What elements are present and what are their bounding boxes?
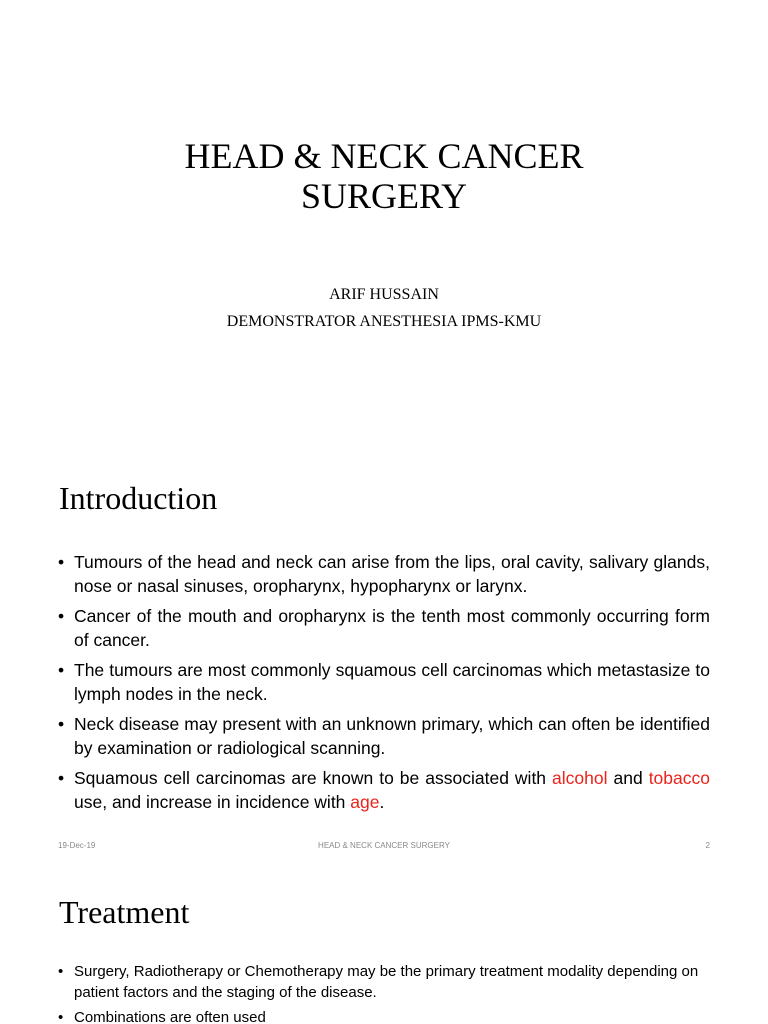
bullet-text: Combinations are often used [74,1009,266,1024]
bullet-item [58,1007,710,1024]
highlight-alcohol: alcohol [552,768,608,788]
introduction-slide [0,432,768,864]
slide-heading: Introduction [59,480,218,516]
bullet-item [58,658,710,706]
bullet-text-part: Squamous cell carcinomas are known to be associated with [74,768,553,788]
bullet-icon: • [58,768,65,788]
title-slide [0,0,768,432]
title-line-1: HEAD & NECK CANCER [184,136,584,176]
bullet-icon: • [58,606,65,626]
bullet-icon: • [58,552,65,572]
footer-page-number: 2 [705,841,710,850]
bullet-item [58,550,710,598]
bullet-text-part: use, and increase in incidence with [74,792,351,812]
bullet-item [58,712,710,760]
bullet-item [58,604,710,652]
title-line-2: SURGERY [300,176,468,216]
bullet-list [58,550,710,820]
bullet-text: Cancer of the mouth and oropharynx is the tenth most commonly occurring form of cancer. [74,606,710,650]
author-name: ARIF HUSSAIN [329,286,439,303]
bullet-text: Tumours of the head and neck can arise from the lips, oral cavity, salivary glands, nose or nasal sinuses, oropharynx, hypopharynx or larynx. [74,552,710,596]
bullet-text: Neck disease may present with an unknown primary, which can often be identified by examination or radiological scanning. [74,714,710,758]
bullet-text: Surgery, Radiotherapy or Chemotherapy may be the primary treatment modality depending on patient factors and the staging of the disease. [74,963,699,1001]
treatment-slide [0,864,768,1024]
highlight-tobacco: tobacco [648,768,710,788]
author-role: DEMONSTRATOR ANESTHESIA IPMS-KMU [226,313,542,330]
bullet-text-part: and [607,768,649,788]
footer-date: 19-Dec-19 [58,841,96,850]
bullet-item [58,961,710,1003]
bullet-list [58,961,710,1024]
bullet-icon: • [58,714,65,734]
bullet-text-part: . [379,792,385,812]
highlight-age: age [350,792,380,812]
bullet-icon: • [58,1009,64,1024]
footer-title: HEAD & NECK CANCER SURGERY [318,841,450,850]
bullet-text: The tumours are most commonly squamous cell carcinomas which metastasize to lymph nodes in the neck. [74,660,710,704]
bullet-icon: • [58,963,64,980]
bullet-icon: • [58,660,65,680]
presentation-title [0,136,768,216]
slide-heading: Treatment [59,894,190,930]
bullet-item [58,766,710,814]
